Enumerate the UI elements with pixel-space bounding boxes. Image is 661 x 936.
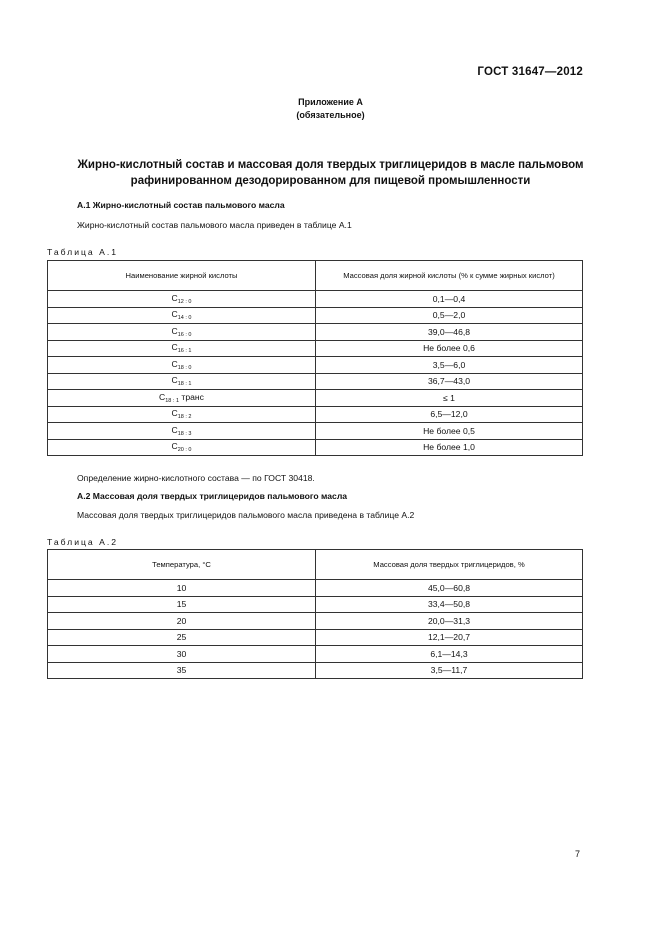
page-number: 7 xyxy=(574,849,580,859)
section-a1-heading: А.1 Жирно-кислотный состав пальмового масла xyxy=(77,200,285,210)
acid-symbol: C xyxy=(171,325,178,336)
acid-name-cell xyxy=(48,406,316,423)
column-header-triglyceride-fraction: Массовая доля твердых триглицеридов, % xyxy=(316,550,583,580)
acid-fraction-cell: 3,5—6,0 xyxy=(316,357,583,374)
column-header-acid-name: Наименование жирной кислоты xyxy=(48,261,316,291)
triglyceride-fraction-cell: 6,1—14,3 xyxy=(316,646,583,663)
acid-carbon-index: 18 : 0 xyxy=(177,364,192,371)
acid-fraction-cell: 39,0—46,8 xyxy=(316,324,583,341)
fatty-acid-table xyxy=(47,260,583,456)
triglyceride-fraction-cell: 45,0—60,8 xyxy=(316,580,583,597)
table-row xyxy=(48,596,583,613)
table-row xyxy=(48,291,583,308)
triglyceride-fraction-cell: 3,5—11,7 xyxy=(316,662,583,679)
acid-name-cell xyxy=(48,423,316,440)
acid-carbon-index: 14 : 0 xyxy=(177,315,192,322)
table-row xyxy=(48,324,583,341)
temperature-cell: 20 xyxy=(48,613,316,630)
table-row xyxy=(48,373,583,390)
main-title-line-2: рафинированном дезодорированном для пищевой промышленности xyxy=(130,175,531,187)
acid-symbol: C xyxy=(171,309,178,320)
section-a2-heading: А.2 Массовая доля твердых триглицеридов пальмового масла xyxy=(77,491,348,501)
acid-fraction-cell: 6,5—12,0 xyxy=(316,406,583,423)
acid-carbon-index: 18 : 1 xyxy=(177,381,192,388)
section-a2-intro: Массовая доля твердых триглицеридов пальмового масла приведена в таблице А.2 xyxy=(77,510,415,520)
table-row xyxy=(48,406,583,423)
acid-fraction-cell: Не более 0,6 xyxy=(316,340,583,357)
table-row xyxy=(48,390,583,407)
acid-name-cell xyxy=(48,307,316,324)
section-a1-intro: Жирно-кислотный состав пальмового масла приведен в таблице А.1 xyxy=(77,220,352,230)
table-row xyxy=(48,662,583,679)
acid-name-cell xyxy=(48,390,316,407)
table-a1-caption: Таблица А.1 xyxy=(47,247,118,257)
acid-name-cell xyxy=(48,373,316,390)
table-row xyxy=(48,629,583,646)
column-header-acid-fraction: Массовая доля жирной кислоты (% к сумме жирных кислот) xyxy=(316,261,583,291)
acid-fraction-cell: 0,5—2,0 xyxy=(316,307,583,324)
main-title xyxy=(40,157,621,189)
acid-fraction-cell: 0,1—0,4 xyxy=(316,291,583,308)
document-standard-number: ГОСТ 31647—2012 xyxy=(477,66,583,78)
acid-carbon-index: 18 : 1 xyxy=(165,397,180,404)
table-row xyxy=(48,423,583,440)
acid-symbol: C xyxy=(171,375,178,386)
acid-carbon-index: 18 : 2 xyxy=(177,414,192,421)
main-title-line-1: Жирно-кислотный состав и массовая доля твердых триглицеридов в масле пальмовом xyxy=(77,159,584,171)
acid-symbol: C xyxy=(171,408,178,419)
temperature-cell: 10 xyxy=(48,580,316,597)
acid-name-cell xyxy=(48,324,316,341)
acid-fraction-cell: Не более 0,5 xyxy=(316,423,583,440)
acid-fraction-cell: ≤ 1 xyxy=(316,390,583,407)
table-row xyxy=(48,613,583,630)
table-row xyxy=(48,646,583,663)
triglyceride-fraction-cell: 33,4—50,8 xyxy=(316,596,583,613)
table-a2-caption: Таблица А.2 xyxy=(47,537,118,547)
acid-fraction-cell: Не более 1,0 xyxy=(316,439,583,456)
acid-symbol: C xyxy=(171,292,178,303)
triglyceride-fraction-cell: 12,1—20,7 xyxy=(316,629,583,646)
acid-symbol: C xyxy=(171,424,178,435)
temperature-cell: 30 xyxy=(48,646,316,663)
acid-name-cell xyxy=(48,291,316,308)
table-row xyxy=(48,307,583,324)
table-row xyxy=(48,340,583,357)
acid-name-cell xyxy=(48,357,316,374)
triglyceride-fraction-cell: 20,0—31,3 xyxy=(316,613,583,630)
column-header-temperature: Температура, °С xyxy=(48,550,316,580)
acid-suffix: транс xyxy=(179,391,204,402)
appendix-status: (обязательное) xyxy=(296,110,365,120)
acid-symbol: C xyxy=(171,441,178,452)
temperature-cell: 25 xyxy=(48,629,316,646)
definition-note: Определение жирно-кислотного состава — по ГОСТ 30418. xyxy=(77,473,315,483)
table-row xyxy=(48,580,583,597)
acid-name-cell xyxy=(48,439,316,456)
acid-carbon-index: 12 : 0 xyxy=(177,298,192,305)
acid-carbon-index: 20 : 0 xyxy=(177,447,192,454)
acid-symbol: C xyxy=(171,358,178,369)
temperature-cell: 15 xyxy=(48,596,316,613)
acid-symbol: C xyxy=(171,342,178,353)
solid-triglycerides-table xyxy=(47,549,583,679)
acid-carbon-index: 16 : 1 xyxy=(177,348,192,355)
acid-symbol: C xyxy=(159,391,166,402)
appendix-title: Приложение А xyxy=(298,97,363,107)
table-row xyxy=(48,439,583,456)
temperature-cell: 35 xyxy=(48,662,316,679)
acid-carbon-index: 18 : 3 xyxy=(177,430,192,437)
acid-fraction-cell: 36,7—43,0 xyxy=(316,373,583,390)
acid-name-cell xyxy=(48,340,316,357)
table-row xyxy=(48,357,583,374)
acid-carbon-index: 16 : 0 xyxy=(177,331,192,338)
